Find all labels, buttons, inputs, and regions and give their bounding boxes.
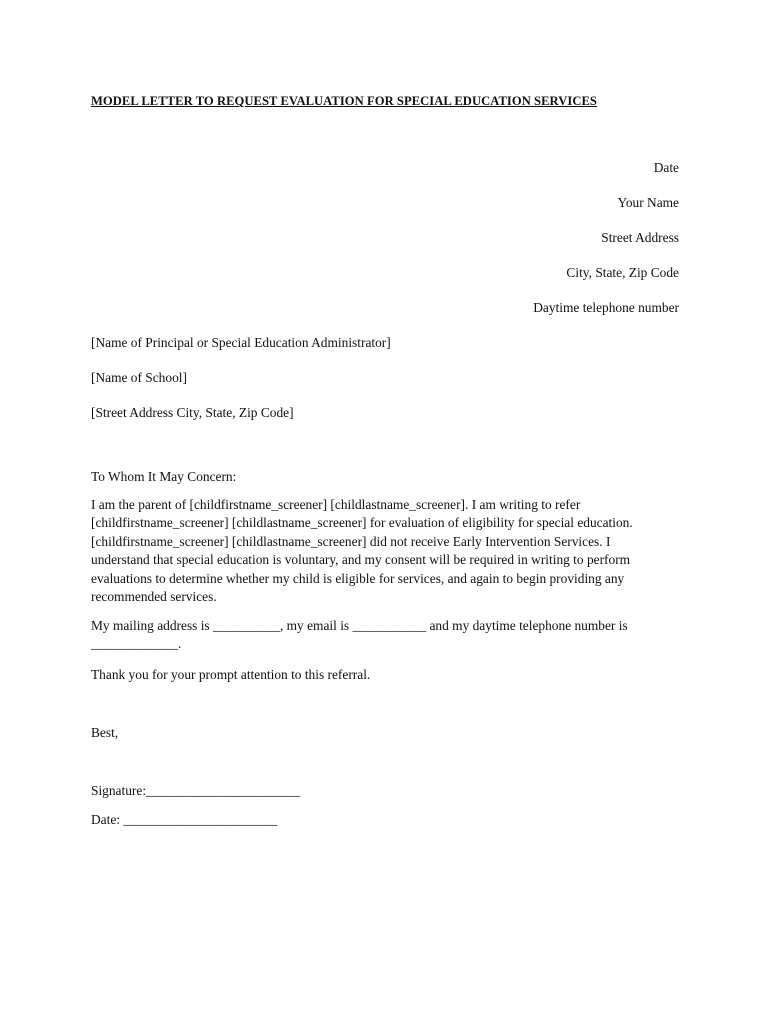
body-paragraph-3: Thank you for your prompt attention to this referral.: [91, 667, 371, 682]
recipient-school: [Name of School]: [91, 370, 187, 385]
date-line: Date: _______________________: [91, 812, 278, 827]
paragraph-line: evaluations to determine whether my child is eligible for services, and again to begin providing any: [91, 570, 625, 586]
letter-title: MODEL LETTER TO REQUEST EVALUATION FOR SPECIAL EDUCATION SERVICES: [91, 94, 597, 108]
paragraph-line: recommended services.: [91, 589, 217, 605]
paragraph-line: _____________.: [91, 636, 182, 652]
paragraph-line: I am the parent of [childfirstname_screener] [childlastname_screener]. I am writing to refer: [91, 497, 581, 512]
recipient-address: [Street Address City, State, Zip Code]: [91, 405, 294, 420]
paragraph-line: My mailing address is __________, my email is ___________ and my daytime telephone number is: [91, 618, 628, 633]
signature-line: Signature:_______________________: [91, 783, 301, 798]
body-paragraph-1: [91, 496, 681, 606]
salutation: To Whom It May Concern:: [91, 469, 237, 484]
body-paragraph-2: [91, 617, 681, 654]
sender-city-state-zip: City, State, Zip Code: [566, 265, 679, 280]
sender-date: Date: [653, 160, 679, 175]
paragraph-line: [childfirstname_screener] [childlastname_screener] for evaluation of eligibility for special education.: [91, 515, 633, 531]
sender-name: Your Name: [617, 195, 679, 210]
paragraph-line: understand that special education is voluntary, and my consent will be required in writing to perform: [91, 552, 631, 568]
sender-phone: Daytime telephone number: [533, 300, 679, 315]
recipient-name: [Name of Principal or Special Education Administrator]: [91, 335, 391, 350]
closing: Best,: [91, 725, 119, 740]
sender-street: Street Address: [601, 230, 679, 245]
paragraph-line: [childfirstname_screener] [childlastname_screener] did not receive Early Intervention Services. I: [91, 533, 611, 549]
